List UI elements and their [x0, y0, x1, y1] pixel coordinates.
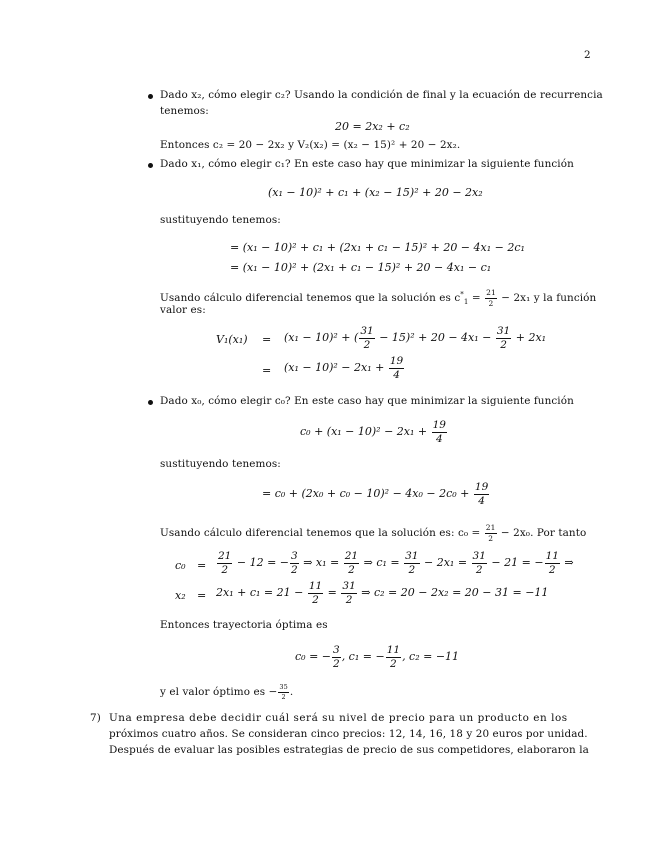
fraction: [290, 551, 299, 575]
v1-rhs-row2: (x₁ − 10)² − 2x₁ + $\frac{19}{4}$: [284, 355, 404, 381]
math-segment: ⇒ x₁ =: [299, 556, 343, 569]
fraction: [332, 645, 341, 669]
page-number: 2: [584, 49, 591, 61]
fraction-denominator: 2: [348, 563, 355, 576]
optimal-value-line: y el valor óptimo es − $\frac{35}{2}$ .: [160, 683, 294, 701]
fraction-denominator: 2: [475, 563, 483, 576]
v1-lhs: V₁(x₁): [216, 333, 248, 346]
fraction-denominator: 2: [333, 657, 340, 670]
c0-equals: =: [197, 559, 207, 572]
bullet2-subst-label: sustituyendo tenemos:: [160, 214, 281, 226]
trajectory-label: Entonces trayectoria óptima es: [160, 619, 328, 631]
fraction: [404, 551, 419, 575]
fraction-numerator: 11: [308, 580, 323, 592]
fraction-denominator: 2: [390, 657, 397, 670]
fraction: [545, 551, 560, 575]
v1-equals-2: =: [262, 364, 272, 377]
bullet-marker: [148, 163, 153, 168]
fraction-numerator: 3: [291, 550, 298, 562]
bullet2-function: (x₁ − 10)² + c₁ + (x₂ − 15)² + 20 − 2x₂: [268, 186, 483, 199]
problem7-line3: Después de evaluar las posibles estrategias de precio de sus competidores, elaboraron la: [109, 744, 589, 756]
math-segment: c₀ = −: [295, 650, 331, 663]
bullet3-subst-label: sustituyendo tenemos:: [160, 458, 281, 470]
fraction: [308, 581, 323, 605]
fraction-numerator: 21: [344, 550, 359, 562]
bullet3-subst-equation: = c₀ + (2x₀ + c₀ − 10)² − 4x₀ − 2c₀ + $\frac{19}{4}$: [262, 481, 489, 507]
fraction-numerator: 11: [545, 550, 559, 562]
fraction: [386, 645, 401, 669]
math-segment: =: [324, 586, 341, 599]
c0-lhs: c₀: [175, 559, 186, 572]
problem7-line2: próximos cuatro años. Se consideran cinco precios: 12, 14, 16, 18 y 20 euros por unidad.: [109, 728, 588, 740]
math-segment: ⇒ c₂ = 20 − 2x₂ = 20 − 31 = −11: [357, 586, 549, 599]
x2-equals: =: [197, 589, 207, 602]
c0-derivation: [216, 551, 574, 575]
fraction-numerator: 21: [218, 550, 232, 562]
fraction: [217, 551, 232, 575]
math-segment: ⇒ c₁ =: [360, 556, 404, 569]
fraction: [344, 551, 359, 575]
fraction-denominator: 2: [548, 563, 556, 576]
math-segment: − 12 = −: [233, 556, 290, 569]
math-segment: , c₁ = −: [341, 650, 385, 663]
bullet-marker: [148, 94, 153, 99]
fraction-numerator: 31: [472, 550, 486, 562]
fraction-numerator: 3: [333, 644, 340, 656]
bullet2-subst-row2: = (x₁ − 10)² + (2x₁ + c₁ − 15)² + 20 − 4x₁ − c₁: [230, 261, 492, 274]
bullet1-text-line1: Dado x₂, cómo elegir c₂? Usando la condición de final y la ecuación de recurrencia: [160, 89, 603, 101]
bullet2-subst-row1: = (x₁ − 10)² + c₁ + (2x₁ + c₁ − 15)² + 20 − 4x₁ − 2c₁: [230, 241, 525, 254]
fraction: [472, 551, 487, 575]
x2-derivation: [216, 581, 548, 605]
bullet2-solution-line1: Usando cálculo diferencial tenemos que la solución es $c^*_1$ = $\frac{21}{2}$ − 2x₁ y la función: [160, 288, 597, 308]
bullet1-equation: 20 = 2x₂ + c₂: [335, 120, 410, 133]
problem7-number: 7): [90, 712, 101, 724]
fraction-denominator: 2: [291, 563, 298, 576]
math-segment: ⇒: [560, 556, 574, 569]
bullet3-text-line1: Dado x₀, cómo elegir c₀? En este caso hay que minimizar la siguiente función: [160, 395, 574, 407]
bullet-marker: [148, 400, 153, 405]
v1-equals: =: [262, 333, 272, 346]
fraction-numerator: 31: [342, 580, 356, 592]
math-segment: , c₂ = −11: [402, 650, 460, 663]
math-segment: 2x₁ + c₁ = 21 −: [216, 586, 307, 599]
x2-lhs: x₂: [175, 589, 186, 602]
fraction-numerator: 31: [405, 550, 419, 562]
bullet2-solution-line2: valor es:: [160, 304, 206, 316]
fraction-numerator: 11: [386, 644, 401, 656]
bullet3-function: c₀ + (x₁ − 10)² − 2x₁ + $\frac{19}{4}$: [300, 419, 446, 445]
fraction: [341, 581, 356, 605]
v1-rhs-row1: (x₁ − 10)² + ( $\frac{31}{2}$ − 15)² + 20 − 4x₁ − $\frac{31}{2}$ + 2x₁: [284, 325, 547, 351]
bullet1-conclusion: Entonces c₂ = 20 − 2x₂ y V₂(x₂) = (x₂ − 15)² + 20 − 2x₂.: [160, 139, 461, 151]
problem7-line1: Una empresa debe decidir cuál será su nivel de precio para un producto en los: [109, 712, 568, 724]
math-segment: − 2x₁ =: [420, 556, 471, 569]
bullet1-text-line2: tenemos:: [160, 105, 209, 117]
optimal-trajectory: [295, 645, 459, 669]
bullet2-text-line1: Dado x₁, cómo elegir c₁? En este caso hay que minimizar la siguiente función: [160, 158, 574, 170]
fraction-denominator: 2: [345, 593, 353, 606]
fraction-denominator: 2: [312, 593, 319, 606]
bullet3-solution-line: Usando cálculo diferencial tenemos que la solución es: c₀ = $\frac{21}{2}$ − 2x₀. Por tanto: [160, 523, 587, 543]
math-segment: − 21 = −: [487, 556, 544, 569]
fraction-denominator: 2: [221, 563, 229, 576]
fraction-denominator: 2: [408, 563, 416, 576]
